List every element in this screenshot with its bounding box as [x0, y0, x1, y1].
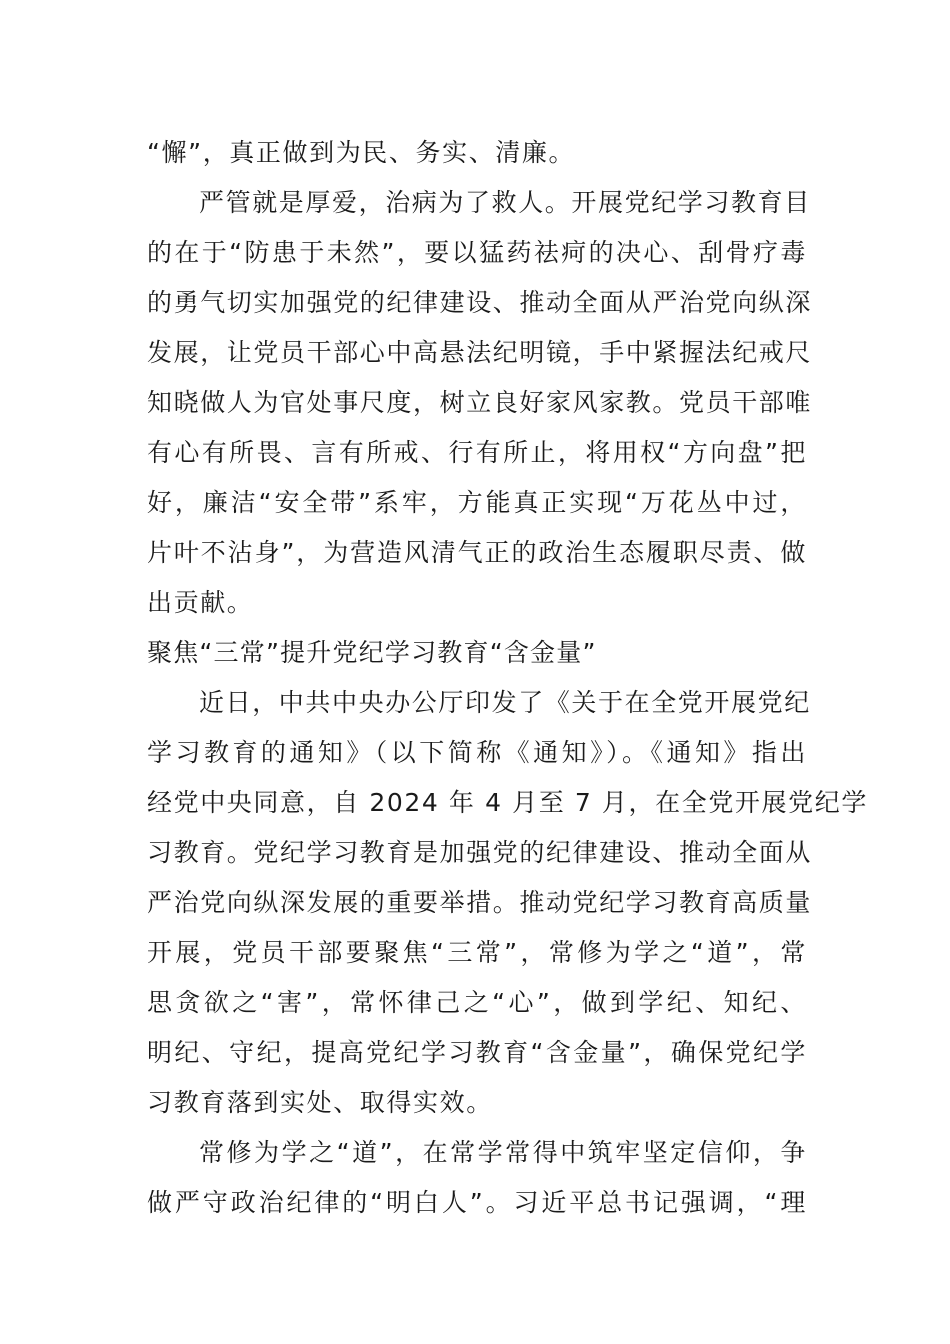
paragraph-2	[147, 178, 813, 628]
document-page	[147, 128, 868, 1228]
paragraph-3	[147, 678, 868, 1128]
paragraph-line: 开展，党员干部要聚焦“三常”，常修为学之“道”，常	[147, 938, 807, 967]
paragraph-line: 片叶不沾身”，为营造风清气正的政治生态履职尽责、做	[147, 538, 807, 567]
paragraph-line: 严治党向纵深发展的重要举措。推动党纪学习教育高质量	[147, 888, 813, 917]
paragraph-line: 常修为学之“道”，在常学常得中筑牢坚定信仰，争	[199, 1138, 807, 1167]
paragraph-line: 的在于“防患于未然”，要以猛药祛疴的决心、刮骨疗毒	[147, 238, 807, 267]
paragraph-line: 有心有所畏、言有所戒、行有所止，将用权“方向盘”把	[147, 438, 807, 467]
paragraph-1	[147, 128, 807, 178]
paragraph-line: 学习教育的通知》（以下简称《通知》）。《通知》指出	[147, 738, 807, 767]
paragraph-line: 思贪欲之“害”，常怀律己之“心”，做到学纪、知纪、	[147, 988, 807, 1017]
paragraph-line: 严管就是厚爱，治病为了救人。开展党纪学习教育目	[199, 188, 811, 217]
paragraph-line: “懈”，真正做到为民、务实、清廉。	[147, 138, 576, 167]
paragraph-line: 的勇气切实加强党的纪律建设、推动全面从严治党向纵深	[147, 288, 813, 317]
paragraph-line: 明纪、守纪，提高党纪学习教育“含金量”，确保党纪学	[147, 1038, 807, 1067]
paragraph-line: 习教育落到实处、取得实效。	[147, 1088, 493, 1117]
paragraph-line: 经党中央同意，自 2024 年 4 月至 7 月，在全党开展党纪学	[147, 788, 868, 817]
paragraph-line: 习教育。党纪学习教育是加强党的纪律建设、推动全面从	[147, 838, 813, 867]
paragraph-line: 知晓做人为官处事尺度，树立良好家风家教。党员干部唯	[147, 388, 813, 417]
paragraph-line: 好，廉洁“安全带”系牢，方能真正实现“万花丛中过，	[147, 488, 807, 517]
paragraph-4	[147, 1128, 807, 1228]
paragraph-line: 做严守政治纪律的“明白人”。习近平总书记强调，“理	[147, 1188, 807, 1217]
paragraph-line: 发展，让党员干部心中高悬法纪明镜，手中紧握法纪戒尺	[147, 338, 813, 367]
paragraph-line: 近日，中共中央办公厅印发了《关于在全党开展党纪	[199, 688, 811, 717]
paragraph-line: 出贡献。	[147, 588, 254, 617]
section-heading: 聚焦“三常”提升党纪学习教育“含金量”	[147, 638, 597, 667]
